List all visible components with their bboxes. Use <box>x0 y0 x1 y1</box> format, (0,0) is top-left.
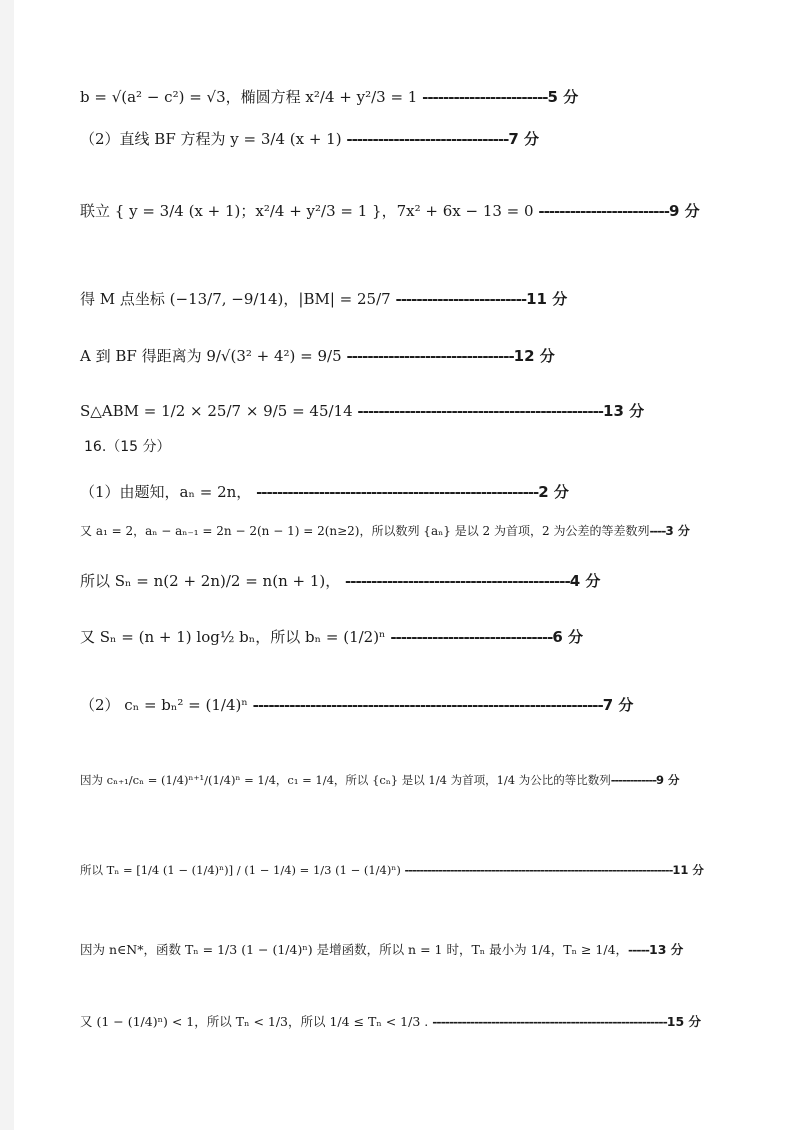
line-3 <box>80 200 704 221</box>
line-13 <box>80 772 704 788</box>
line-4-leader: ------------------------- <box>395 290 527 308</box>
line-9-score: 3 分 <box>665 524 690 538</box>
line-13-score: 9 分 <box>656 773 680 787</box>
line-14 <box>80 862 704 878</box>
line-5-text: A 到 BF 得距离为 9/√(3² + 4²) = 9/5 <box>80 347 342 365</box>
line-5-score: 12 分 <box>513 347 555 365</box>
line-11-leader: ------------------------------- <box>390 628 553 646</box>
line-16 <box>80 1012 704 1030</box>
line-1-score: 5 分 <box>547 88 579 106</box>
line-14-leader: ----------------------------------------------------------------------- <box>404 863 673 877</box>
line-15-text: 因为 n∈N*，函数 Tₙ = 1/3 (1 − (1/4)ⁿ) 是增函数，所以 n = 1 时，Tₙ 最小为 1/4，Tₙ ≥ 1/4， <box>80 942 629 957</box>
line-2-leader: ------------------------------- <box>346 130 509 148</box>
line-8-score: 2 分 <box>538 483 569 501</box>
line-4-score: 11 分 <box>526 290 568 308</box>
line-8-text: （1）由题知，aₙ = 2n， <box>80 483 252 501</box>
line-10-score: 4 分 <box>569 572 601 590</box>
line-1-text: b = √(a² − c²) = √3，椭圆方程 x²/4 + y²/3 = 1 <box>80 88 418 106</box>
line-9-text: 又 a₁ = 2，aₙ − aₙ₋₁ = 2n − 2(n − 1) = 2(n≥2)，所以数列 {aₙ} 是以 2 为首项，2 为公差的等差数列 <box>80 524 650 538</box>
line-8 <box>80 481 704 502</box>
problem-16-label: 16.（15 分） <box>84 439 171 455</box>
line-5-leader: -------------------------------- <box>346 347 514 365</box>
line-2 <box>80 128 704 149</box>
line-4-text: 得 M 点坐标 (−13/7, −9/14)，|BM| = 25/7 <box>80 290 391 308</box>
line-9 <box>80 522 704 539</box>
line-6-leader: ----------------------------------------------- <box>357 402 604 420</box>
line-1-leader: ------------------------ <box>422 88 548 106</box>
line-15-score: 13 分 <box>649 942 684 957</box>
line-16-text: 又 (1 − (1/4)ⁿ) < 1，所以 Tₙ < 1/3，所以 1/4 ≤ Tₙ < 1/3 . <box>80 1014 429 1029</box>
problem-16-heading <box>84 436 171 456</box>
line-8-leader: ------------------------------------------------------ <box>256 483 539 501</box>
line-11-score: 6 分 <box>552 628 583 646</box>
line-6 <box>80 400 704 421</box>
line-4 <box>80 288 704 309</box>
line-15 <box>80 940 704 958</box>
line-3-leader: ------------------------- <box>538 202 669 220</box>
line-9-leader: ---- <box>649 524 666 538</box>
line-12-text: （2） cₙ = bₙ² = (1/4)ⁿ <box>80 696 248 714</box>
line-11-text: 又 Sₙ = (n + 1) log½ bₙ，所以 bₙ = (1/2)ⁿ <box>80 628 386 646</box>
line-3-text: 联立 { y = 3/4 (x + 1)；x²/4 + y²/3 = 1 }，7x² + 6x − 13 = 0 <box>80 202 534 220</box>
line-12-leader: ------------------------------------------------------------------- <box>252 696 603 714</box>
line-13-text: 因为 cₙ₊₁/cₙ = (1/4)ⁿ⁺¹/(1/4)ⁿ = 1/4，c₁ = 1/4，所以 {cₙ} 是以 1/4 为首项，1/4 为公比的等比数列 <box>80 773 611 787</box>
line-10-leader: ------------------------------------------- <box>345 572 570 590</box>
line-6-text: S△ABM = 1/2 × 25/7 × 9/5 = 45/14 <box>80 402 353 420</box>
line-14-text: 所以 Tₙ = [1/4 (1 − (1/4)ⁿ)] / (1 − 1/4) = 1/3 (1 − (1/4)ⁿ) <box>80 863 401 877</box>
line-11 <box>80 626 704 647</box>
line-12-score: 7 分 <box>602 696 634 714</box>
line-2-score: 7 分 <box>508 130 540 148</box>
line-13-leader: ------------ <box>610 773 657 787</box>
line-3-score: 9 分 <box>668 202 700 220</box>
line-16-leader: -------------------------------------------------------- <box>432 1014 667 1029</box>
line-12 <box>80 694 704 715</box>
line-15-leader: ----- <box>628 942 649 957</box>
line-10-text: 所以 Sₙ = n(2 + 2n)/2 = n(n + 1)， <box>80 572 341 590</box>
line-14-score: 11 分 <box>672 863 704 877</box>
line-2-text: （2）直线 BF 方程为 y = 3/4 (x + 1) <box>80 130 342 148</box>
line-5 <box>80 345 704 366</box>
line-1 <box>80 86 704 107</box>
line-10 <box>80 570 704 591</box>
document-page <box>14 0 800 1130</box>
line-16-score: 15 分 <box>666 1014 702 1029</box>
line-6-score: 13 分 <box>603 402 645 420</box>
